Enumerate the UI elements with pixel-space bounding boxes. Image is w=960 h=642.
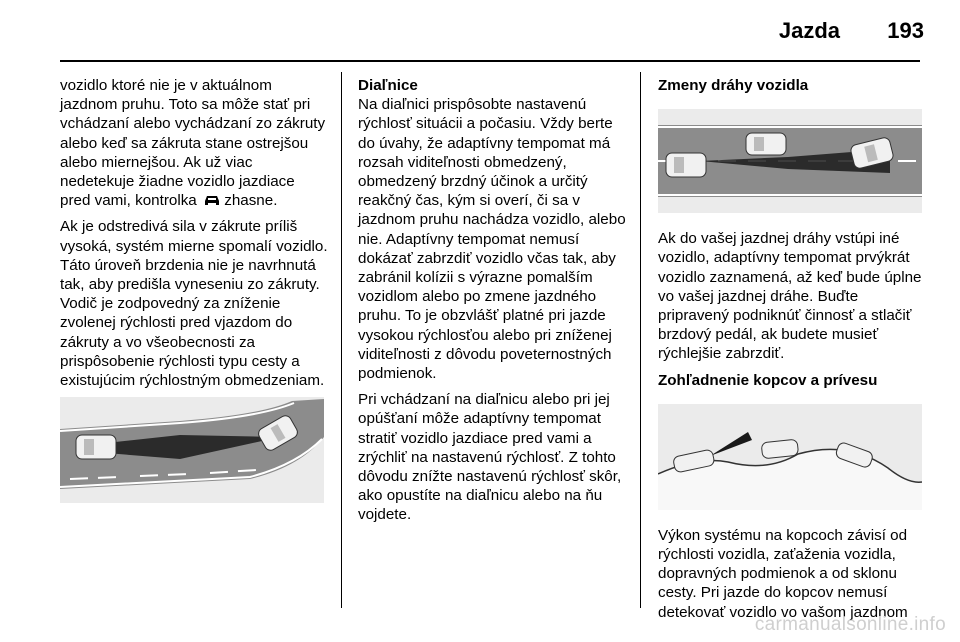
column-divider-2 [640, 72, 641, 608]
hills-illustration [658, 404, 922, 510]
lane-change-illustration [658, 109, 922, 213]
subheading-motorways: Diaľnice [358, 77, 418, 94]
header-rule [60, 60, 920, 62]
curve-illustration [60, 397, 324, 503]
paragraph-6: Výkon systému na kopcoch závisí od rýchlosti vozidla, zaťaženia vozidla, dopravných podmienok a od sklonu cesty. Pri jazde do kopcov nemusí detekovať vozidlo vo vašom jazdnom [658, 526, 908, 621]
vehicle-ahead-icon [204, 193, 220, 207]
column-divider-1 [341, 72, 342, 608]
paragraph-2: Ak je odstredivá sila v zákrute príliš vysoká, systém mierne spomalí vozidlo. Táto úroveň brzdenia nie je navrhnutá tak, aby predišla vyneseniu zo zákruty. Vodič je zodpovedný za zníženie zvolenej rýchlosti pred vjazdom do zákruty a vo všeobecnosti za prispôsobenie rýchlosti typu cesty a existujúcim rýchlostným obmedzeniam. [60, 218, 328, 390]
paragraph-5: Ak do vašej jazdnej dráhy vstúpi iné vozidlo, adaptívny tempomat prvýkrát vozidlo zaznamená, až keď bude úplne vo vašej jazdnej dráhe. Buďte pripravený podniknúť činnosť a stlačiť brzdový pedál, ak budete musieť rýchlejšie zabrzdiť. [658, 230, 922, 363]
page-header [0, 0, 960, 58]
paragraph-3: Na diaľnici prispôsobte nastavenú rýchlosť situácii a počasiu. Vždy berte do úvahy, že adaptívny tempomat má rozsah viditeľnosti obmedzený, obmedzený brzdný účinok a určitý reakčný čas, kým si overí, či sa v jazdnom pruhu nachádza vozidlo, alebo nie. Adaptívny tempomat nemusí dokázať zabrzdiť vozidlo včas tak, aby zabránil kolízii s výrazne pomalším vozidlom alebo po zmene jazdného pruhu. To je obzvlášť platné pri jazde vysokou rýchlosťou alebo pri zníženej viditeľnosti z dôvodu poveternostných podmienok. [358, 96, 626, 383]
paragraph-1 [60, 76, 328, 210]
page-number: 193 [887, 18, 924, 43]
paragraph-4: Pri vchádzaní na diaľnicu alebo pri jej opúšťaní môže adaptívny tempomat stratiť vozidlo jazdiace pred vami a zrýchliť na nastavenú rýchlosť. Z tohto dôvodu znížte nastavenú rýchlosť skôr, ako opustíte na diaľnicu alebo na ňu vojdete. [358, 391, 622, 524]
section-title: Jazda [778, 18, 840, 43]
column-2 [358, 76, 626, 532]
column-1 [60, 76, 328, 519]
heading-lane-changes: Zmeny dráhy vozidla [658, 77, 809, 94]
column-3 [658, 76, 924, 629]
paragraph-1-text-end: zhasne. [224, 192, 278, 210]
watermark: carmanualsonline.info [754, 614, 946, 635]
paragraph-1-text: vozidlo ktoré nie je v aktuálnom jazdnom pruhu. Toto sa môže stať pri vchádzaní alebo vychádzaní zo zákruty alebo keď sa zákruta stane ostrejšou alebo miernejšou. Ak už viac nedetekuje žiadne vozidlo jazdiace pred vami, kontrolka [60, 77, 326, 210]
heading-hills-trailer: Zohľadnenie kopcov a prívesu [658, 371, 878, 389]
